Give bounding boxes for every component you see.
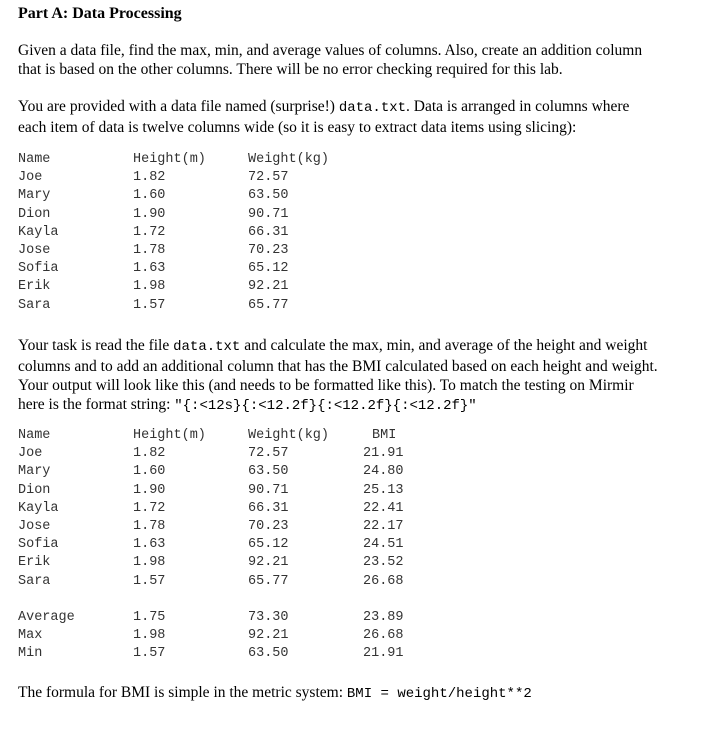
cell-height: 1.82 — [133, 446, 166, 462]
cell-height: 1.60 — [133, 464, 166, 480]
cell-height: 1.75 — [133, 609, 166, 625]
header-weight: Weight(kg) — [248, 428, 330, 443]
task-line-4 — [18, 395, 708, 416]
cell-bmi: 26.68 — [363, 573, 404, 589]
text-run: The formula for BMI is simple in the metric system: — [18, 684, 347, 701]
table-row — [18, 555, 404, 573]
cell-weight: 92.21 — [248, 627, 289, 643]
cell-name: Mary — [18, 464, 51, 480]
task-line-3: Your output will look like this (and needs to be formatted like this). To match the testing on Mirmir — [18, 377, 634, 394]
table-row — [18, 446, 404, 464]
cell-name: Sara — [18, 573, 51, 589]
task-line-2: columns and to add an additional column that has the BMI calculated based on each height and weight. — [18, 358, 658, 375]
header-name: Name — [18, 428, 51, 443]
cell-weight: 73.30 — [248, 609, 289, 625]
task-line-1 — [18, 336, 708, 357]
table-row — [18, 500, 404, 519]
table-body — [18, 446, 404, 592]
cell-weight: 70.23 — [248, 242, 289, 258]
inline-code-filename: data.txt — [338, 100, 407, 116]
cell-name: Sofia — [18, 261, 59, 277]
cell-height: 1.57 — [133, 573, 166, 589]
header-height: Height(m) — [133, 152, 206, 167]
table-body — [18, 170, 289, 316]
cell-height: 1.90 — [133, 482, 166, 498]
cell-bmi: 25.13 — [363, 482, 404, 498]
cell-name: Sofia — [18, 537, 59, 553]
table-header-row — [18, 428, 397, 446]
cell-name: Max — [18, 627, 43, 643]
table-row — [18, 482, 404, 501]
table-row — [18, 279, 289, 297]
data-file-line-2: each item of data is twelve columns wide (so it is easy to extract data items using slicing): — [18, 119, 577, 136]
table-header-row — [18, 152, 330, 170]
formula-line — [18, 683, 708, 704]
header-weight: Weight(kg) — [248, 152, 330, 167]
cell-bmi: 23.52 — [363, 555, 404, 571]
cell-weight: 90.71 — [248, 482, 289, 498]
cell-bmi: 22.41 — [363, 500, 404, 516]
input-data-table — [18, 152, 330, 316]
text-run: . Data is arranged in columns where — [406, 98, 630, 115]
cell-height: 1.57 — [133, 646, 166, 662]
cell-weight: 65.12 — [248, 261, 289, 277]
cell-name: Erik — [18, 555, 51, 571]
cell-name: Sara — [18, 297, 51, 313]
summary-row — [18, 627, 404, 646]
intro-line-1: Given a data file, find the max, min, and average values of columns. Also, create an addition column — [18, 42, 643, 59]
formula-paragraph — [18, 683, 708, 704]
text-run: You are provided with a data file named (surprise!) — [18, 98, 339, 115]
section-heading: Part A: Data Processing — [18, 5, 182, 22]
cell-bmi: 26.68 — [363, 627, 404, 643]
cell-weight: 70.23 — [248, 518, 289, 534]
cell-bmi: 21.91 — [363, 646, 404, 662]
cell-height: 1.63 — [133, 261, 166, 277]
output-data-table — [18, 428, 404, 664]
cell-height: 1.63 — [133, 537, 166, 553]
cell-bmi: 22.17 — [363, 518, 404, 534]
inline-code-equals: = — [372, 686, 398, 702]
cell-weight: 92.21 — [248, 279, 289, 295]
table-row — [18, 518, 404, 537]
cell-name: Mary — [18, 188, 51, 204]
data-file-line-1 — [18, 97, 708, 118]
cell-name: Min — [18, 646, 43, 662]
table-summary — [18, 609, 404, 665]
table-row — [18, 242, 289, 261]
cell-height: 1.82 — [133, 170, 166, 186]
cell-height: 1.78 — [133, 518, 166, 534]
table-row — [18, 464, 404, 482]
cell-name: Kayla — [18, 500, 59, 516]
table-row — [18, 537, 404, 555]
cell-height: 1.90 — [133, 206, 166, 222]
cell-weight: 63.50 — [248, 464, 289, 480]
header-height: Height(m) — [133, 428, 206, 443]
task-paragraph — [18, 336, 708, 416]
text-run: and calculate the max, min, and average of the height and weight — [240, 337, 648, 354]
cell-height: 1.98 — [133, 627, 166, 643]
cell-name: Erik — [18, 279, 51, 295]
cell-name: Joe — [18, 446, 43, 462]
cell-weight: 90.71 — [248, 206, 289, 222]
cell-height: 1.57 — [133, 297, 166, 313]
header-name: Name — [18, 152, 51, 167]
inline-code-format-string: "{:<12s}{:<12.2f}{:<12.2f}{:<12.2f}" — [174, 398, 477, 414]
cell-name: Joe — [18, 170, 43, 186]
inline-code-filename: data.txt — [173, 339, 241, 355]
cell-height: 1.60 — [133, 188, 166, 204]
cell-weight: 63.50 — [248, 646, 289, 662]
cell-height: 1.98 — [133, 555, 166, 571]
cell-weight: 65.12 — [248, 537, 289, 553]
table-row — [18, 170, 289, 188]
cell-height: 1.72 — [133, 224, 166, 240]
cell-height: 1.78 — [133, 242, 166, 258]
cell-weight: 63.50 — [248, 188, 289, 204]
cell-weight: 66.31 — [248, 224, 289, 240]
text-run: Your task is read the file — [18, 337, 174, 354]
cell-weight: 65.77 — [248, 573, 289, 589]
intro-line-2: that is based on the other columns. There will be no error checking required for this lab. — [18, 61, 563, 78]
table-row — [18, 224, 289, 243]
cell-height: 1.98 — [133, 279, 166, 295]
data-file-paragraph — [18, 97, 708, 137]
cell-bmi: 24.80 — [363, 464, 404, 480]
cell-height: 1.72 — [133, 500, 166, 516]
cell-weight: 92.21 — [248, 555, 289, 571]
intro-paragraph — [18, 41, 708, 79]
cell-name: Dion — [18, 206, 51, 222]
inline-code-formula: weight/height**2 — [397, 686, 532, 702]
summary-row — [18, 646, 404, 664]
cell-weight: 66.31 — [248, 500, 289, 516]
cell-weight: 65.77 — [248, 297, 289, 313]
header-bmi: BMI — [372, 428, 397, 443]
cell-bmi: 21.91 — [363, 446, 404, 462]
text-run: here is the format string: — [18, 396, 175, 413]
cell-name: Kayla — [18, 224, 59, 240]
cell-name: Jose — [18, 242, 51, 258]
table-row — [18, 297, 289, 316]
table-row — [18, 206, 289, 225]
summary-row — [18, 609, 404, 628]
inline-code-bmi: BMI — [346, 686, 373, 702]
table-row — [18, 573, 404, 592]
cell-name: Average — [18, 609, 75, 625]
cell-name: Jose — [18, 518, 51, 534]
table-spacer — [18, 592, 67, 610]
table-row — [18, 188, 289, 206]
cell-weight: 72.57 — [248, 170, 289, 186]
table-row — [18, 261, 289, 279]
cell-weight: 72.57 — [248, 446, 289, 462]
cell-bmi: 24.51 — [363, 537, 404, 553]
cell-name: Dion — [18, 482, 51, 498]
cell-bmi: 23.89 — [363, 609, 404, 625]
